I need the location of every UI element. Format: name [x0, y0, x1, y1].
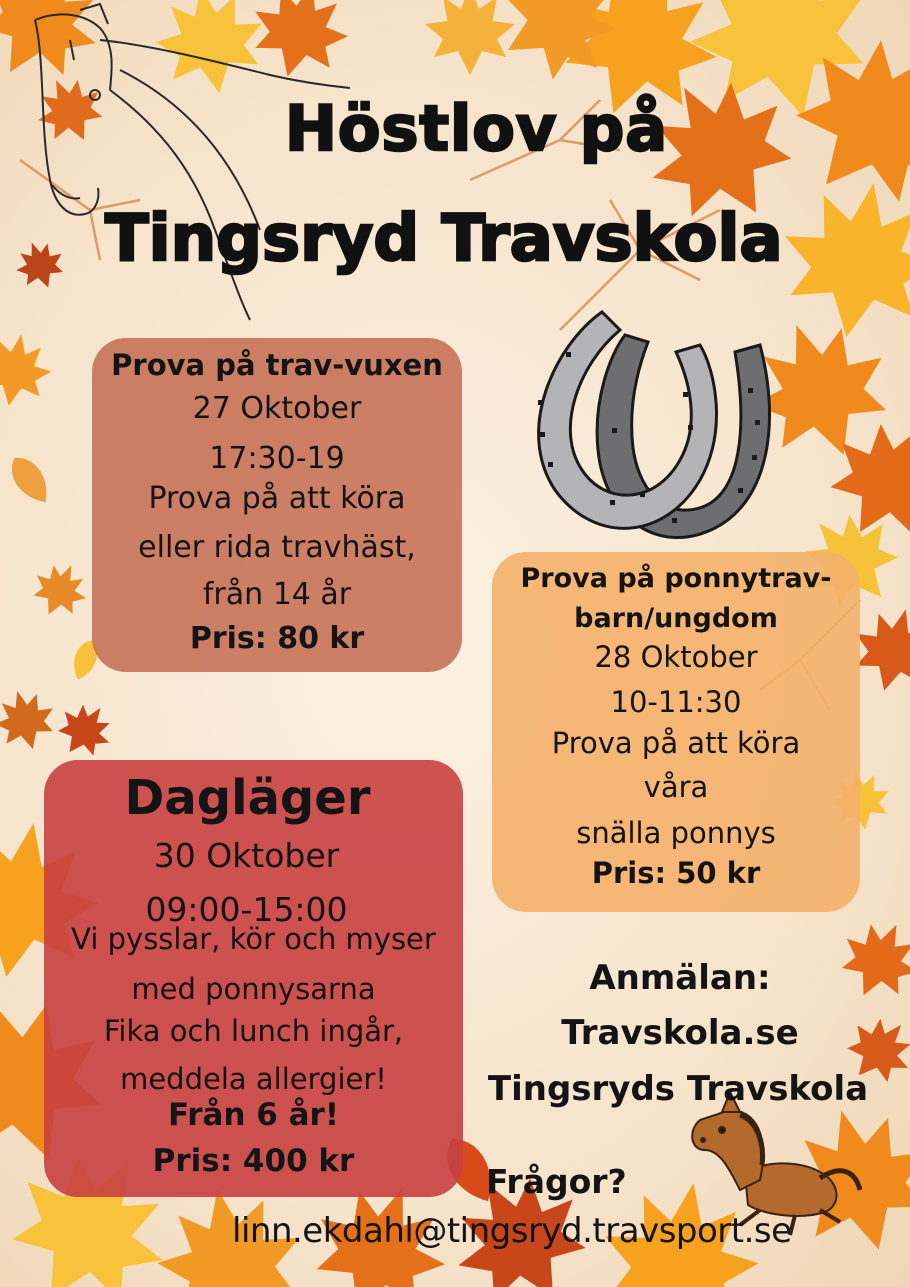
horseshoes-illustration [538, 312, 770, 538]
day-camp-age: Från 6 år! [168, 1097, 339, 1133]
day-camp-description-3: Fika och lunch ingår, [103, 1014, 404, 1048]
contact-email-link[interactable]: linn.ekdahl@tingsryd.travsport.se [232, 1211, 792, 1251]
poster-title-line-1: Höstlov på [285, 92, 669, 165]
questions-label: Frågor? [486, 1162, 627, 1201]
adult-session-description-2: eller rida travhäst, [138, 530, 416, 565]
pony-session-description-2: våra [643, 770, 709, 804]
adult-session-description-3: från 14 år [202, 577, 352, 612]
day-camp-date: 30 Oktober [153, 836, 340, 875]
adult-session-time: 17:30-19 [209, 441, 345, 476]
day-camp-description-2: med ponnysarna [131, 972, 376, 1006]
pony-session-description-3: snälla ponnys [576, 816, 776, 850]
adult-session-date: 27 Oktober [192, 391, 362, 426]
registration-website[interactable]: Travskola.se [561, 1013, 799, 1053]
adult-session-description-1: Prova på att köra [148, 481, 406, 516]
adult-session-price: Pris: 80 kr [189, 621, 365, 656]
pony-session-heading-1: Prova på ponnytrav- [520, 563, 832, 594]
day-camp-heading: Dagläger [124, 770, 371, 826]
day-camp-time: 09:00-15:00 [145, 890, 348, 929]
pony-session-heading-2: barn/ungdom [574, 603, 778, 634]
registration-label: Anmälan: [589, 958, 771, 998]
day-camp-description-1: Vi pysslar, kör och myser [71, 922, 436, 956]
day-camp-description-4: meddela allergier! [120, 1062, 387, 1096]
day-camp-price: Pris: 400 kr [152, 1143, 355, 1179]
adult-session-card [92, 338, 462, 672]
pony-session-time: 10-11:30 [610, 685, 742, 719]
pony-session-price: Pris: 50 kr [591, 856, 761, 890]
pony-session-card [492, 552, 860, 912]
registration-organizer: Tingsryds Travskola [487, 1069, 869, 1109]
day-camp-card [44, 760, 463, 1197]
poster-title-line-2: Tingsryd Travskola [105, 202, 783, 276]
adult-session-heading: Prova på trav-vuxen [111, 348, 443, 382]
pony-session-description-1: Prova på att köra [551, 726, 801, 760]
pony-session-date: 28 Oktober [594, 640, 758, 674]
